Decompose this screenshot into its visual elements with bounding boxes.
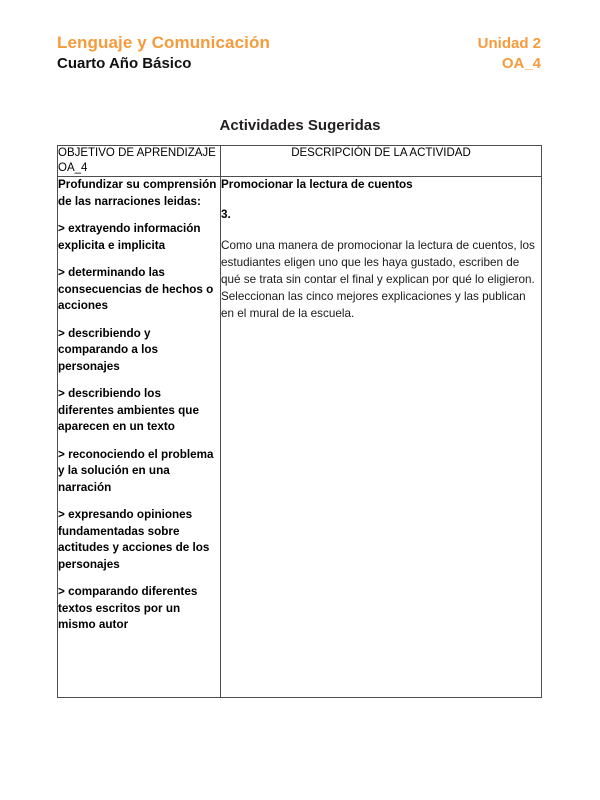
objective-bullet: > describiendo y comparando a los personajes (58, 326, 159, 373)
page-title: Actividades Sugeridas (219, 117, 381, 134)
activity-body: Como una manera de promocionar la lectura de cuentos, los estudiantes eligen uno que les haya gustado, escriben de qué se trata sin contar el final y explican por qué lo eligieron. Seleccionan las cinco mejores explicaciones y las publican en el mural de la escuela. (221, 239, 535, 320)
activity-cell (221, 177, 542, 698)
activities-table (57, 145, 542, 698)
table-header-row (58, 146, 542, 177)
table-row (58, 177, 542, 698)
subject-title: Lenguaje y Comunicación (57, 33, 270, 52)
objective-cell (58, 177, 221, 698)
grade-label: Cuarto Año Básico (57, 55, 192, 72)
objective-bullet: > reconociendo el problema y la solución en una narración (58, 447, 214, 494)
header-bottom-row (57, 54, 541, 74)
activity-heading: Promocionar la lectura de cuentos (221, 178, 413, 191)
document-header (57, 32, 541, 88)
column-header-descripcion: DESCRIPCIÓN DE LA ACTIVIDAD (221, 146, 542, 177)
objective-bullet: > describiendo los diferentes ambientes que aparecen en un texto (58, 387, 199, 433)
activity-number: 3. (221, 208, 231, 221)
column-header-objetivo: OBJETIVO DE APRENDIZAJE OA_4 (58, 146, 221, 177)
objective-bullet: > determinando las consecuencias de hechos o acciones (58, 266, 214, 312)
objective-intro: Profundizar su comprensión de las narraciones leidas: (58, 178, 217, 208)
objective-bullet: > comparando diferentes textos escritos por un mismo autor (58, 585, 198, 631)
oa-code-label: OA_4 (501, 55, 541, 72)
objective-bullet: > expresando opiniones fundamentadas sobre actitudes y acciones de los personajes (58, 508, 210, 571)
objective-bullet: > extrayendo información explicita e implicita (58, 222, 201, 252)
header-top-row (57, 32, 541, 54)
unit-label: Unidad 2 (477, 35, 541, 52)
